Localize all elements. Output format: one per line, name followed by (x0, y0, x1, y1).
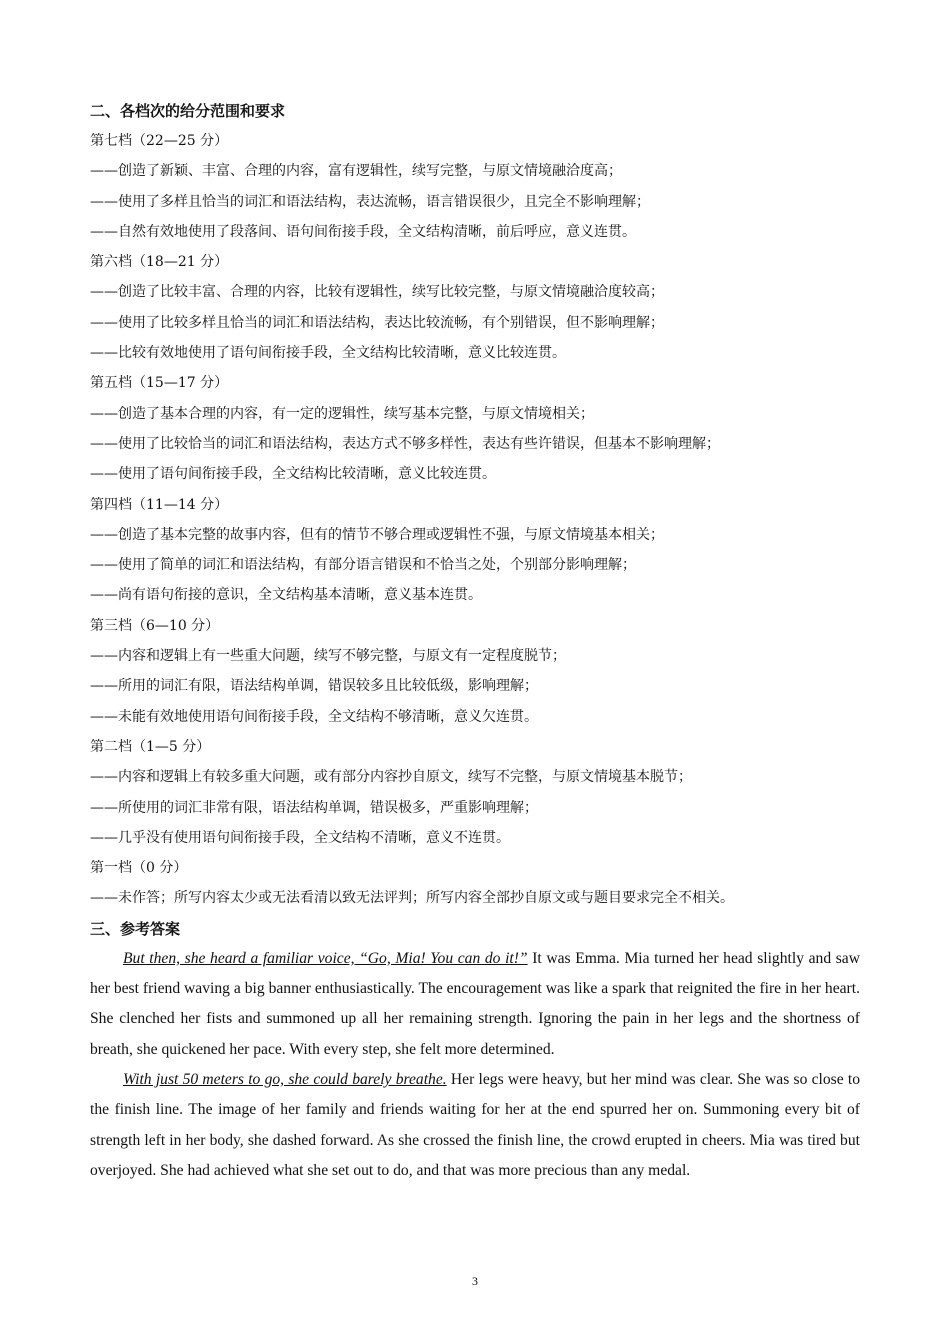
criteria-item: ——创造了新颖、丰富、合理的内容，富有逻辑性，续写完整，与原文情境融洽度高； (90, 163, 622, 180)
reference-answer (90, 944, 860, 1186)
paragraph-lead-sentence: With just 50 meters to go, she could barely breathe. (123, 1070, 447, 1088)
paragraph-body: Her legs were heavy, but her mind was clear. She was so close to the finish line. The image of her family and friends waiting for her at the end spurred her on. Summoning every bit of strength left in her body, she dashed forward. As she crossed the finish line, the crowd erupted in cheers. Mia was tired but overjoyed. She had achieved what she set out to do, and that was more precious than any medal. (90, 1070, 861, 1179)
paragraph-body: It was Emma. Mia turned her head slightly and saw her best friend waving a big banner enthusiastically. The encouragement was like a spark that reignited the fire in her heart. She clenched her fists and summoned up all her remaining strength. Ignoring the pain in her legs and the shortness of breath, she quickened her pace. With every step, she felt more determined. (90, 949, 860, 1058)
tier-title: 第四档（11—14 分） (90, 496, 229, 513)
tier-title: 第七档（22—25 分） (90, 133, 229, 149)
criteria-item: ——创造了基本完整的故事内容，但有的情节不够合理或逻辑性不强，与原文情境基本相关； (90, 526, 664, 543)
criteria-item: ——所使用的词汇非常有限，语法结构单调，错误极多，严重影响理解； (90, 799, 538, 816)
section-heading-answer: 三、参考答案 (90, 919, 181, 938)
tier-title: 第三档（6—10 分） (90, 617, 220, 634)
tier-title: 第六档（18—21 分） (90, 254, 229, 271)
tier-title: 第一档（0 分） (90, 860, 188, 877)
criteria-item: ——自然有效地使用了段落间、语句间衔接手段，全文结构清晰，前后呼应，意义连贯。 (90, 223, 636, 240)
tier-title: 第五档（15—17 分） (90, 375, 229, 392)
criteria-item: ——尚有语句衔接的意识，全文结构基本清晰，意义基本连贯。 (90, 587, 482, 604)
criteria-item: ——内容和逻辑上有较多重大问题，或有部分内容抄自原文，续写不完整，与原文情境基本脱节； (90, 769, 692, 786)
criteria-item: ——未作答；所写内容太少或无法看清以致无法评判；所写内容全部抄自原文或与题目要求完全不相关。 (90, 890, 734, 907)
criteria-item: ——所用的词汇有限，语法结构单调，错误较多且比较低级，影响理解； (90, 678, 538, 695)
paragraph-lead-sentence: But then, she heard a familiar voice, “Go, Mia! You can do it!” (123, 949, 528, 967)
section-heading-scoring: 二、各档次的给分范围和要求 (90, 102, 286, 120)
criteria-item: ——创造了比较丰富、合理的内容，比较有逻辑性，续写比较完整，与原文情境融洽度较高； (90, 284, 664, 301)
tier-title: 第二档（1—5 分） (90, 738, 211, 755)
answer-paragraph (90, 944, 860, 1065)
criteria-item: ——使用了语句间衔接手段，全文结构比较清晰，意义比较连贯。 (90, 466, 496, 483)
answer-paragraph (90, 1065, 860, 1186)
criteria-item: ——使用了多样且恰当的词汇和语法结构，表达流畅，语言错误很少，且完全不影响理解； (90, 193, 650, 210)
document-page (90, 96, 860, 1186)
criteria-item: ——使用了比较多样且恰当的词汇和语法结构，表达比较流畅，有个别错误，但不影响理解； (90, 314, 664, 331)
criteria-item: ——使用了简单的词汇和语法结构，有部分语言错误和不恰当之处，个别部分影响理解； (90, 557, 636, 574)
criteria-item: ——创造了基本合理的内容，有一定的逻辑性，续写基本完整，与原文情境相关； (90, 405, 594, 422)
criteria-item: ——使用了比较恰当的词汇和语法结构，表达方式不够多样性，表达有些许错误，但基本不影响理解； (90, 435, 720, 452)
criteria-item: ——几乎没有使用语句间衔接手段，全文结构不清晰，意义不连贯。 (90, 829, 510, 846)
page-number: 3 (472, 1274, 478, 1288)
criteria-item: ——未能有效地使用语句间衔接手段，全文结构不够清晰，意义欠连贯。 (90, 708, 538, 725)
criteria-item: ——比较有效地使用了语句间衔接手段，全文结构比较清晰，意义比较连贯。 (90, 345, 566, 362)
scoring-tiers (90, 126, 860, 914)
criteria-item: ——内容和逻辑上有一些重大问题，续写不够完整，与原文有一定程度脱节； (90, 648, 566, 665)
